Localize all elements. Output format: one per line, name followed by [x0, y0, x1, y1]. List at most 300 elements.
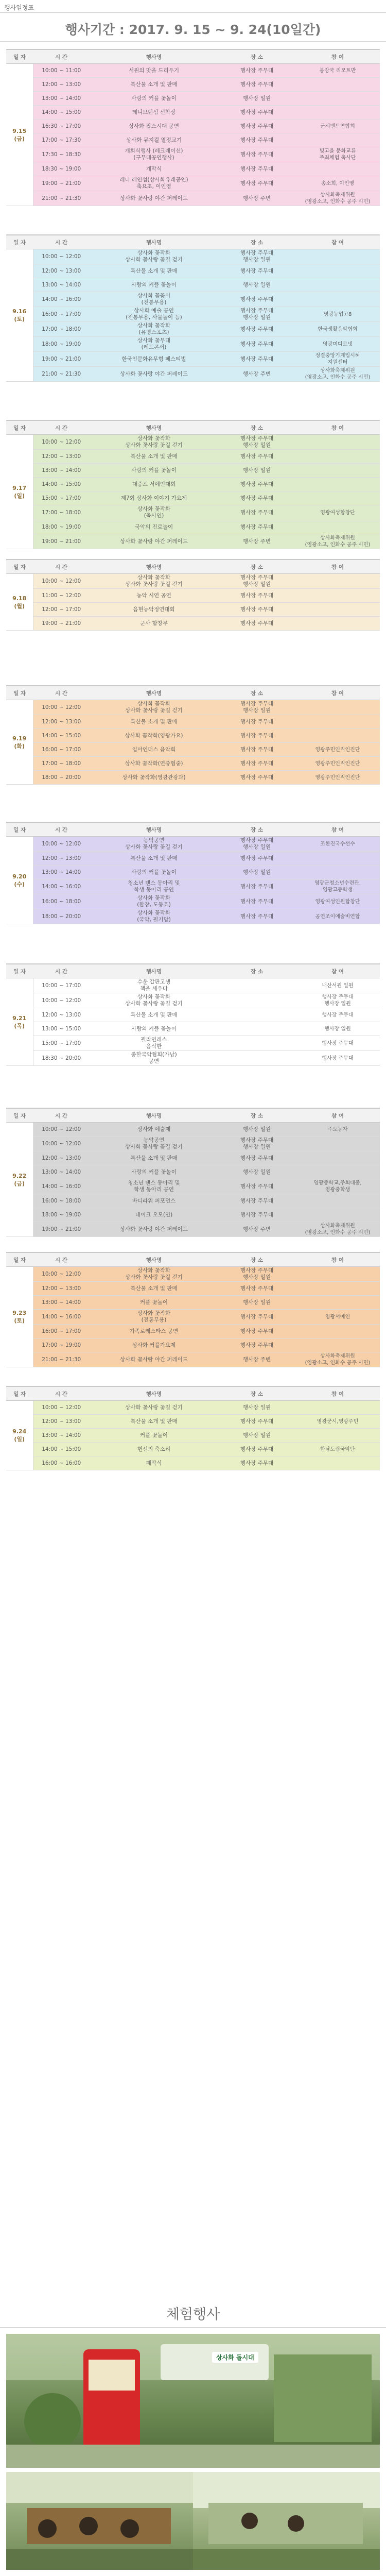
col-date: 일 자: [6, 822, 33, 837]
schedule-place: 행사장 주무대: [218, 743, 295, 757]
schedule-row: [6, 1401, 380, 1415]
col-note: 참 여: [295, 1252, 380, 1267]
schedule-row: [6, 1222, 380, 1237]
schedule-place: 행사장 주무대: [218, 133, 295, 147]
experience-heading-divider: [0, 2327, 386, 2328]
schedule-event: 특산물 소개 및 판매: [90, 78, 218, 92]
schedule-place: 행사장 일원: [218, 1429, 295, 1443]
schedule-event: 개막식: [90, 162, 218, 176]
schedule-place: 행사장 주무대: [218, 520, 295, 534]
schedule-time: 19:00 ~ 21:00: [33, 617, 90, 631]
schedule-event: 농악 시연 공연: [90, 589, 218, 603]
schedule-row: [6, 1008, 380, 1022]
col-event: 행사명: [90, 560, 218, 574]
schedule-row: [6, 574, 380, 589]
schedule-note: 상사화축제위원 (영광소고, 인화수 공주 시민): [295, 1352, 380, 1367]
schedule-event: 사랑의 커플 꽃놀이: [90, 278, 218, 292]
schedule-row: [6, 771, 380, 785]
schedule-row: [6, 478, 380, 492]
schedule-row: [6, 450, 380, 464]
schedule-row: [6, 1456, 380, 1470]
col-event: 행사명: [90, 235, 218, 249]
schedule-row: [6, 78, 380, 92]
schedule-place: [218, 978, 295, 993]
schedule-time: 12:00 ~ 13:00: [33, 264, 90, 278]
schedule-row: [6, 1338, 380, 1352]
schedule-time: 12:00 ~ 17:00: [33, 603, 90, 617]
schedule-place: 행사장 주무대: [218, 909, 295, 924]
experience-heading: 체험행사: [166, 2307, 220, 2323]
schedule-place: 행사장 주변: [218, 534, 295, 549]
schedule-event: 상사화 꽃사랑 꽃길 걷기: [90, 1401, 218, 1415]
schedule-row: [6, 133, 380, 147]
schedule-row: [6, 757, 380, 771]
schedule-row: [6, 1325, 380, 1338]
schedule-place: 행사장 주변: [218, 1352, 295, 1367]
col-note: 참 여: [295, 964, 380, 978]
schedule-event: 사랑의 커플 꽃놀이: [90, 464, 218, 478]
schedule-row: [6, 520, 380, 534]
schedule-time: 16:00 ~ 18:00: [33, 894, 90, 909]
schedule-time: 12:00 ~ 13:00: [33, 852, 90, 866]
col-event: 행사명: [90, 686, 218, 700]
col-place: 장 소: [218, 1252, 295, 1267]
schedule-note: 상사화축제위원 (영광소고, 인화수 공주 시민): [295, 367, 380, 382]
experience-photo-caption: 상사화 돌시대: [212, 2352, 258, 2363]
schedule-note: [295, 520, 380, 534]
schedule-time: 14:00 ~ 16:00: [33, 879, 90, 894]
schedule-event: 헌선의 축소리: [90, 1443, 218, 1456]
schedule-note: [295, 1429, 380, 1443]
schedule-row: [6, 1022, 380, 1036]
schedule-note: [295, 1296, 380, 1310]
schedule-time: 10:00 ~ 12:00: [33, 1137, 90, 1151]
schedule-event: 임마인더스 음악회: [90, 743, 218, 757]
schedule-row: [6, 1179, 380, 1194]
schedule-event: 상사화 뮤지컬 열정교기: [90, 133, 218, 147]
day-table: [6, 420, 380, 549]
schedule-place: 행사장 일원: [218, 1165, 295, 1179]
col-event: 행사명: [90, 1108, 218, 1123]
schedule-time: 14:00 ~ 15:00: [33, 478, 90, 492]
schedule-time: 12:00 ~ 13:00: [33, 1151, 90, 1165]
schedule-place: 행사장 주무대: [218, 879, 295, 894]
schedule-place: 행사장 주무대: [218, 589, 295, 603]
schedule-note: 영광군청소년수련관, 영광고등학생: [295, 879, 380, 894]
schedule-row: [6, 852, 380, 866]
schedule-note: [295, 1194, 380, 1208]
schedule-event: 상사화 꽃작화(영광가요): [90, 729, 218, 743]
schedule-note: 행사장 주무대 행사장 일원: [295, 993, 380, 1008]
schedule-place: 행사장 주무대 행사장 일원: [218, 307, 295, 322]
schedule-row: [6, 909, 380, 924]
col-place: 장 소: [218, 686, 295, 700]
schedule-note: 상사화축제위원 (영광소고, 인화수 공주 시민): [295, 1222, 380, 1237]
schedule-event: 사랑의 커플 꽃놀이: [90, 92, 218, 106]
day-date: 9.23 (토): [6, 1267, 33, 1367]
schedule-time: 13:00 ~ 14:00: [33, 278, 90, 292]
col-time: 시 간: [33, 235, 90, 249]
schedule-place: 행사장 주변: [218, 191, 295, 206]
day-table: [6, 1252, 380, 1367]
schedule-row: [6, 700, 380, 715]
schedule-note: [295, 1456, 380, 1470]
schedule-place: 행사장 주무대: [218, 894, 295, 909]
schedule-event: 특산물 소개 및 판매: [90, 450, 218, 464]
schedule-note: 빛고을 문화교류 주최체험 축사단: [295, 147, 380, 162]
schedule-place: 행사장 주무대: [218, 147, 295, 162]
schedule-time: 13:00 ~ 14:00: [33, 1429, 90, 1443]
schedule-event: 한국인문화유무형 페스티벌: [90, 352, 218, 367]
schedule-note: [295, 715, 380, 729]
schedule-note: [295, 1267, 380, 1282]
schedule-note: 상사화축제위원 (영광소고, 인화수 공주 시민): [295, 191, 380, 206]
schedule-note: [295, 492, 380, 505]
schedule-note: 주도농자: [295, 1123, 380, 1137]
schedule-row: [6, 1137, 380, 1151]
schedule-event: 특산물 소개 및 판매: [90, 715, 218, 729]
schedule-time: 12:00 ~ 13:00: [33, 450, 90, 464]
schedule-time: 14:00 ~ 16:00: [33, 292, 90, 307]
schedule-event: 상사화 꽃작화 (유명스포츠): [90, 322, 218, 337]
schedule-place: 행사장 일원: [218, 1401, 295, 1415]
schedule-time: 19:00 ~ 21:00: [33, 352, 90, 367]
schedule-time: 14:00 ~ 16:00: [33, 1179, 90, 1194]
schedule-time: 18:30 ~ 20:00: [33, 1051, 90, 1066]
schedule-time: 16:00 ~ 17:00: [33, 743, 90, 757]
col-event: 행사명: [90, 822, 218, 837]
schedule-time: 10:00 ~ 12:00: [33, 1401, 90, 1415]
schedule-time: 19:00 ~ 21:00: [33, 1222, 90, 1237]
col-date: 일 자: [6, 560, 33, 574]
schedule-place: 행사장 주무대 행사장 일원: [218, 1137, 295, 1151]
schedule-note: [295, 729, 380, 743]
day-date: 9.20 (수): [6, 837, 33, 924]
schedule-place: 행사장 일원: [218, 866, 295, 879]
schedule-row: [6, 1036, 380, 1051]
schedule-place: 행사장 주무대: [218, 478, 295, 492]
schedule-place: 행사장 주무대: [218, 1194, 295, 1208]
schedule-event: 상사화 꽃사랑 야간 퍼레이드: [90, 1222, 218, 1237]
schedule-note: [295, 292, 380, 307]
schedule-note: 조한진국수선수: [295, 837, 380, 852]
schedule-event: 청소년 댄스 동아리 및 학생 동아리 공연: [90, 1179, 218, 1194]
schedule-note: [295, 1325, 380, 1338]
schedule-row: [6, 1151, 380, 1165]
schedule-note: 행사장 주무대: [295, 1051, 380, 1066]
schedule-place: 행사장 주무대 행사장 일원: [218, 1267, 295, 1282]
schedule-row: [6, 1415, 380, 1429]
schedule-row: [6, 837, 380, 852]
schedule-place: [218, 1051, 295, 1066]
schedule-event: 종한국악협회(가낭) 공연: [90, 1051, 218, 1066]
schedule-place: 행사장 주무대 행사장 일원: [218, 700, 295, 715]
schedule-note: 공연조이에술비연합: [295, 909, 380, 924]
schedule-time: 10:00 ~ 12:00: [33, 574, 90, 589]
schedule-note: [295, 589, 380, 603]
schedule-note: [295, 450, 380, 464]
schedule-place: 행사장 일원: [218, 464, 295, 478]
schedule-note: 영광중학교,주희대중, 영광중학생: [295, 1179, 380, 1194]
schedule-note: [295, 1401, 380, 1415]
schedule-row: [6, 1296, 380, 1310]
schedule-time: 21:00 ~ 21:30: [33, 191, 90, 206]
schedule-row: [6, 162, 380, 176]
schedule-note: [295, 1137, 380, 1151]
col-time: 시 간: [33, 1252, 90, 1267]
schedule-row: [6, 1352, 380, 1367]
col-time: 시 간: [33, 560, 90, 574]
schedule-row: [6, 978, 380, 993]
schedule-place: 행사장 주무대: [218, 162, 295, 176]
schedule-row: [6, 1208, 380, 1222]
col-place: 장 소: [218, 235, 295, 249]
schedule-place: 행사장 주무대: [218, 120, 295, 133]
schedule-note: [295, 866, 380, 879]
schedule-place: 행사장 주무대 행사장 일원: [218, 249, 295, 264]
schedule-note: [295, 700, 380, 715]
schedule-place: 행사장 주무대: [218, 337, 295, 352]
schedule-note: [295, 264, 380, 278]
schedule-note: [295, 617, 380, 631]
col-note: 참 여: [295, 235, 380, 249]
schedule-row: [6, 64, 380, 78]
schedule-place: 행사장 주무대: [218, 322, 295, 337]
schedule-event: 필라연레스 음식한: [90, 1036, 218, 1051]
schedule-note: 영광서예인: [295, 1310, 380, 1325]
col-date: 일 자: [6, 49, 33, 64]
schedule-time: 11:00 ~ 12:00: [33, 589, 90, 603]
schedule-time: 18:00 ~ 19:00: [33, 337, 90, 352]
schedule-event: 네이크 오모(인): [90, 1208, 218, 1222]
col-date: 일 자: [6, 1386, 33, 1401]
schedule-note: [295, 603, 380, 617]
schedule-place: 행사장 일원: [218, 92, 295, 106]
schedule-place: 행사장 주무대 행사장 일원: [218, 435, 295, 450]
schedule-note: [295, 92, 380, 106]
schedule-note: 영광주민인직인진단: [295, 743, 380, 757]
schedule-row: [6, 492, 380, 505]
schedule-event: 수운 갑판고생 책을 세우다: [90, 978, 218, 993]
schedule-place: [218, 1022, 295, 1036]
schedule-row: [6, 1310, 380, 1325]
schedule-event: 레니 레인섬(상사화유래공연) 축요초, 이인영: [90, 176, 218, 191]
schedule-row: [6, 352, 380, 367]
schedule-note: [295, 106, 380, 120]
schedule-event: 상사화 꽃작화 상사화 꽃사랑 꽃길 걷기: [90, 435, 218, 450]
col-time: 시 간: [33, 686, 90, 700]
schedule-event: 상사화 꽃사랑 야간 퍼레이드: [90, 191, 218, 206]
schedule-place: 행사장 주무대: [218, 603, 295, 617]
schedule-note: 행사장 일원: [295, 1022, 380, 1036]
col-date: 일 자: [6, 964, 33, 978]
schedule-time: 17:30 ~ 18:30: [33, 147, 90, 162]
schedule-row: [6, 505, 380, 520]
col-time: 시 간: [33, 49, 90, 64]
schedule-time: 17:00 ~ 18:00: [33, 322, 90, 337]
schedule-row: [6, 278, 380, 292]
day-date: 9.19 (화): [6, 700, 33, 785]
experience-photo-right-art: [193, 2472, 380, 2570]
schedule-place: 행사장 주무대: [218, 106, 295, 120]
schedule-event: 특산물 소개 및 판매: [90, 852, 218, 866]
schedule-event: 상사화 꽃사랑 야간 퍼레이드: [90, 1352, 218, 1367]
schedule-row: [6, 1267, 380, 1282]
col-place: 장 소: [218, 560, 295, 574]
experience-photo-main: [6, 2334, 380, 2468]
schedule-place: 행사장 주무대: [218, 292, 295, 307]
schedule-row: [6, 589, 380, 603]
schedule-place: 행사장 주무대 행사장 일원: [218, 837, 295, 852]
schedule-place: 행사장 주무대: [218, 771, 295, 785]
col-place: 장 소: [218, 964, 295, 978]
schedule-note: 영광미디르넷: [295, 337, 380, 352]
schedule-event: 특산물 소개 및 판매: [90, 1282, 218, 1296]
schedule-event: 농악공연 상사화 꽃사랑 꽃길 걷기: [90, 1137, 218, 1151]
schedule-row: [6, 147, 380, 162]
schedule-time: 18:00 ~ 20:00: [33, 909, 90, 924]
schedule-event: 사랑의 커플 꽃놀이: [90, 866, 218, 879]
schedule-place: 행사장 주변: [218, 1222, 295, 1237]
period-divider: [0, 41, 386, 42]
schedule-time: 17:00 ~ 18:00: [33, 505, 90, 520]
schedule-event: 특산물 소개 및 판매: [90, 1008, 218, 1022]
schedule-event: 상사화 꽃작화 (축사인): [90, 505, 218, 520]
col-time: 시 간: [33, 1108, 90, 1123]
schedule-note: 영광군시,영광주민: [295, 1415, 380, 1429]
schedule-note: 행사장 주무대: [295, 1008, 380, 1022]
schedule-note: [295, 1165, 380, 1179]
col-note: 참 여: [295, 686, 380, 700]
schedule-row: [6, 743, 380, 757]
schedule-time: 14:00 ~ 15:00: [33, 106, 90, 120]
schedule-row: [6, 307, 380, 322]
schedule-note: [295, 133, 380, 147]
col-place: 장 소: [218, 1108, 295, 1123]
schedule-time: 16:00 ~ 17:00: [33, 1325, 90, 1338]
schedule-row: [6, 264, 380, 278]
schedule-row: [6, 249, 380, 264]
schedule-time: 16:00 ~ 16:00: [33, 1456, 90, 1470]
schedule-note: 군서밴드연합회: [295, 120, 380, 133]
schedule-row: [6, 603, 380, 617]
col-note: 참 여: [295, 822, 380, 837]
day-table: [6, 49, 380, 206]
schedule-place: [218, 993, 295, 1008]
schedule-place: 행사장 주무대: [218, 757, 295, 771]
schedule-event: 특산물 소개 및 판매: [90, 1151, 218, 1165]
schedule-time: 18:00 ~ 19:00: [33, 1208, 90, 1222]
col-date: 일 자: [6, 686, 33, 700]
schedule-time: 16:00 ~ 17:00: [33, 307, 90, 322]
schedule-time: 13:00 ~ 14:00: [33, 866, 90, 879]
schedule-place: 행사장 주무대: [218, 1310, 295, 1325]
schedule-time: 13:00 ~ 14:00: [33, 92, 90, 106]
schedule-place: 행사장 주무대: [218, 505, 295, 520]
schedule-note: 한국생활음악협회: [295, 322, 380, 337]
schedule-event: 상사화 꽃작화 (국악, 필기담): [90, 909, 218, 924]
schedule-time: 10:00 ~ 12:00: [33, 249, 90, 264]
schedule-row: [6, 1429, 380, 1443]
schedule-place: 행사장 주무대: [218, 64, 295, 78]
schedule-row: [6, 120, 380, 133]
schedule-place: [218, 1008, 295, 1022]
schedule-time: 12:00 ~ 13:00: [33, 715, 90, 729]
day-table: [6, 822, 380, 924]
schedule-place: 행사장 주무대: [218, 1282, 295, 1296]
schedule-note: [295, 1208, 380, 1222]
schedule-event: 상사화 꽃꽂이 (전통무용): [90, 292, 218, 307]
schedule-time: 13:00 ~ 14:00: [33, 464, 90, 478]
schedule-time: 18:30 ~ 19:00: [33, 162, 90, 176]
col-place: 장 소: [218, 49, 295, 64]
schedule-place: 행사장 주무대: [218, 264, 295, 278]
schedule-note: 한남도립국악단: [295, 1443, 380, 1456]
schedule-row: [6, 92, 380, 106]
col-date: 일 자: [6, 235, 33, 249]
col-note: 참 여: [295, 1108, 380, 1123]
schedule-row: [6, 191, 380, 206]
schedule-place: 행사장 주무대: [218, 729, 295, 743]
schedule-row: [6, 1194, 380, 1208]
schedule-event: 사랑의 커플 꽃놀이: [90, 1165, 218, 1179]
experience-photo-right: [193, 2472, 380, 2570]
schedule-event: 상사화 꽃작화 (전통무용): [90, 1310, 218, 1325]
schedule-event: 상사화 팝스시대 공연: [90, 120, 218, 133]
schedule-time: 15:00 ~ 17:00: [33, 492, 90, 505]
schedule-event: 상사화 꽃사랑 야간 퍼레이드: [90, 534, 218, 549]
schedule-place: 행사장 주무대: [218, 176, 295, 191]
schedule-place: 행사장 주무대: [218, 78, 295, 92]
col-event: 행사명: [90, 420, 218, 435]
schedule-place: 행사장 일원: [218, 1296, 295, 1310]
schedule-event: 가족로레스타스 공연: [90, 1325, 218, 1338]
schedule-time: 17:00 ~ 18:00: [33, 757, 90, 771]
schedule-event: 상사화 꽃작화 상사화 꽃사랑 꽃길 걷기: [90, 700, 218, 715]
schedule-event: 사랑의 커플 꽃놀이: [90, 1022, 218, 1036]
schedule-row: [6, 435, 380, 450]
schedule-event: 폐막식: [90, 1456, 218, 1470]
schedule-row: [6, 534, 380, 549]
schedule-event: 대중프 서예인대회: [90, 478, 218, 492]
schedule-time: 13:00 ~ 15:00: [33, 1022, 90, 1036]
schedule-event: 커플 꽃놀이: [90, 1296, 218, 1310]
schedule-row: [6, 292, 380, 307]
schedule-place: 행사장 주무대: [218, 617, 295, 631]
day-table: [6, 685, 380, 785]
schedule-time: 21:00 ~ 21:30: [33, 1352, 90, 1367]
col-time: 시 간: [33, 822, 90, 837]
col-note: 참 여: [295, 420, 380, 435]
schedule-note: 영광여성합창단: [295, 505, 380, 520]
schedule-note: [295, 1338, 380, 1352]
schedule-note: 영광농업고8: [295, 307, 380, 322]
schedule-time: 16:30 ~ 17:00: [33, 120, 90, 133]
schedule-time: 12:00 ~ 13:00: [33, 1282, 90, 1296]
schedule-time: 21:00 ~ 21:30: [33, 367, 90, 382]
schedule-place: 행사장 주무대: [218, 1179, 295, 1194]
schedule-place: 행사장 주무대: [218, 1456, 295, 1470]
schedule-note: 내산서원 일원: [295, 978, 380, 993]
col-event: 행사명: [90, 1252, 218, 1267]
schedule-time: 10:00 ~ 12:00: [33, 435, 90, 450]
schedule-event: 특산물 소개 및 판매: [90, 1415, 218, 1429]
col-event: 행사명: [90, 1386, 218, 1401]
schedule-event: 상사화 꽃작화(영광관광과): [90, 771, 218, 785]
schedule-row: [6, 879, 380, 894]
schedule-note: [295, 852, 380, 866]
schedule-place: 행사장 주무대: [218, 1415, 295, 1429]
